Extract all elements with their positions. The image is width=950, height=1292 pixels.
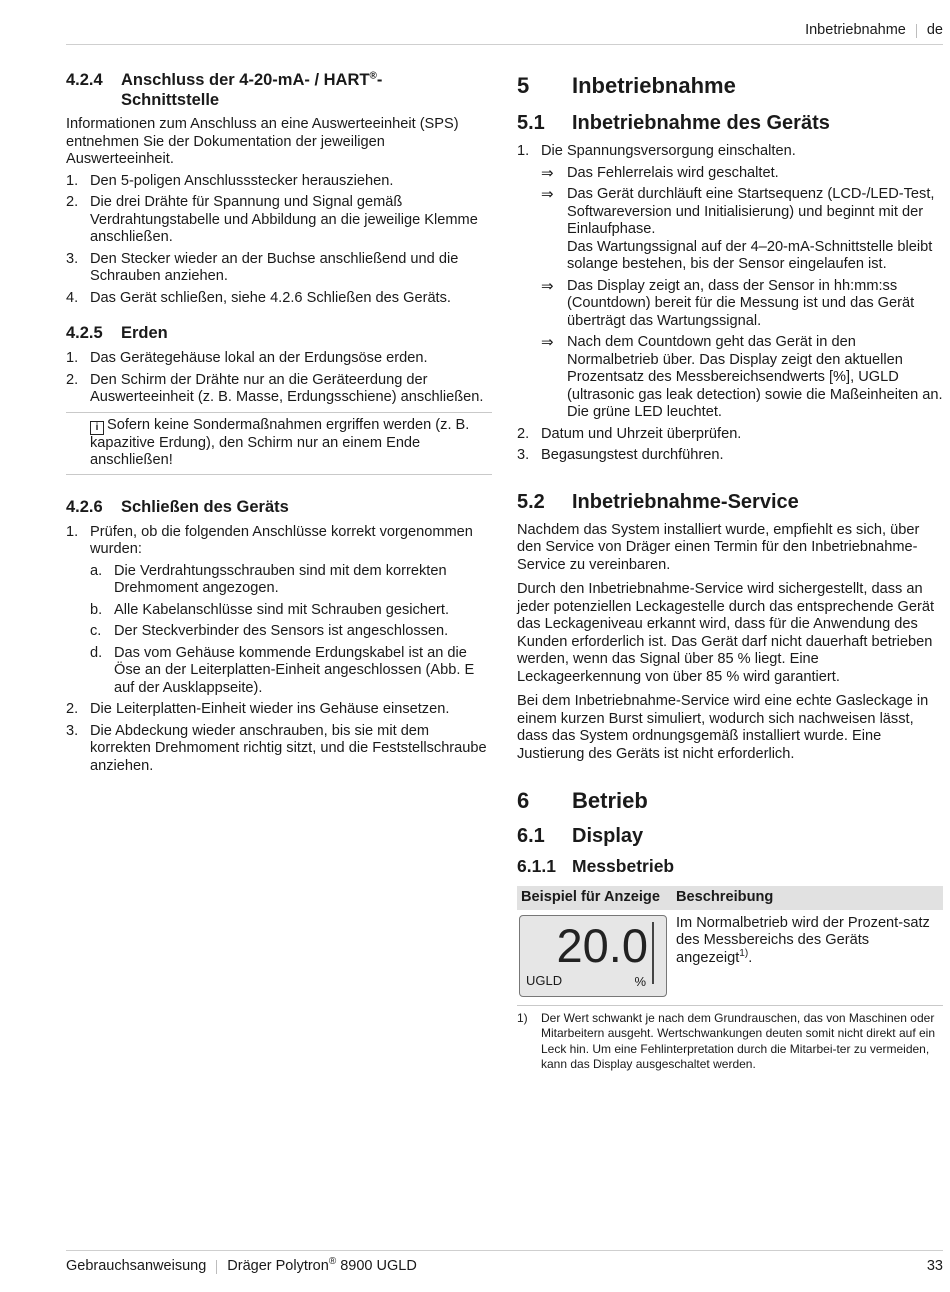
page-number: 33	[926, 1258, 943, 1274]
list-item	[517, 143, 943, 161]
heading-5	[517, 72, 943, 100]
footnote-number: 1)	[517, 1010, 528, 1025]
lcd-display	[519, 915, 667, 997]
heading-text: Erden	[121, 324, 168, 342]
sub-list-letter: c.	[90, 623, 102, 639]
footer-product	[227, 1258, 417, 1276]
registered-mark: ®	[328, 1256, 337, 1268]
heading-text	[121, 70, 382, 110]
result-text: Nach dem Countdown geht das Gerät in den Normalbetrieb über. Das Display zeigt den aktuellen Prozentsatz des Messbereichsendwerts [%], UGLD (ultrasonic gas leak detection) sowie die Maßeinheiten an. Die grüne LED leuchtet.	[567, 334, 943, 420]
heading-number: 4.2.6	[66, 497, 103, 516]
list-number: 2.	[517, 425, 530, 442]
list-number: 3.	[517, 447, 530, 463]
heading-number: 6.1	[517, 825, 545, 847]
list-item	[66, 701, 492, 719]
list-number: 1.	[66, 172, 79, 189]
heading-number: 5.2	[517, 490, 545, 513]
table-row	[517, 910, 943, 1003]
registered-mark: ®	[369, 70, 377, 82]
description-end: .	[748, 949, 753, 966]
result-arrow-icon: ⇒	[541, 164, 554, 182]
footer-doc: Gebrauchsanweisung	[66, 1258, 207, 1274]
table-header-row	[517, 886, 943, 910]
note-text: Sofern keine Sondermaßnahmen ergriffen werden (z. B. kapazitive Erdung), den Schirm nur an einem Ende anschließen!	[90, 416, 470, 468]
lcd-percent: %	[634, 974, 646, 989]
list-text: Die drei Drähte für Spannung und Signal gemäß Verdrahtungstabelle und Abbildung an die jeweilige Klemme anschließen.	[90, 194, 478, 245]
left-column	[66, 70, 492, 775]
list-item	[66, 723, 492, 776]
list-number: 3.	[66, 722, 79, 739]
list-number: 2.	[66, 701, 79, 717]
result-text: Das Fehlerrelais wird geschaltet.	[567, 164, 779, 181]
heading-5-2	[517, 489, 943, 515]
page-footer	[66, 1258, 943, 1276]
table-header: Beispiel für Anzeige	[517, 886, 672, 910]
list-text: Das Gerät schließen, siehe 4.2.6 Schließen des Geräts.	[90, 289, 451, 306]
sub-list-text: Alle Kabelanschlüsse sind mit Schrauben gesichert.	[114, 601, 450, 618]
result-item	[541, 165, 943, 183]
list-text: Den Stecker wieder an der Buchse anschließend und die Schrauben anziehen.	[90, 250, 459, 284]
heading-text: Inbetriebnahme	[572, 73, 736, 98]
list-number: 1.	[517, 143, 530, 159]
header-lang: de	[926, 22, 943, 38]
list-item	[66, 524, 492, 559]
heading-text: Schließen des Geräts	[121, 497, 289, 516]
heading-number: 4.2.4	[66, 71, 103, 89]
footer-product-model: 8900 UGLD	[336, 1258, 417, 1274]
list-text: Den Schirm der Drähte nur an die Geräteerdung der Auswerteeinheit (z. B. Masse, Erdungsschiene) anschließen.	[90, 371, 484, 405]
list-text: Die Leiterplatten-Einheit wieder ins Gehäuse einsetzen.	[90, 701, 450, 717]
info-note	[66, 412, 492, 475]
table-header: Beschreibung	[672, 886, 943, 910]
list-number: 4.	[66, 289, 79, 306]
list-number: 1.	[66, 350, 79, 366]
list-number: 2.	[66, 194, 79, 210]
footnote	[517, 1011, 943, 1073]
header-rule	[66, 44, 943, 45]
heading-number: 6.1.1	[517, 856, 556, 876]
result-text: Das Display zeigt an, dass der Sensor in hh:mm:ss (Countdown) bereit für die Messung ist und das Gerät überträgt das Wartungssignal.	[567, 277, 915, 329]
table-cell	[517, 910, 672, 1003]
paragraph: Nachdem das System installiert wurde, empfiehlt es sich, über den Service von Dräger einen Termin für den Inbetriebnahme-Service zu vereinbaren.	[517, 521, 920, 573]
heading-6-1-1	[517, 855, 943, 877]
heading-text: Display	[572, 825, 644, 847]
result-arrow-icon: ⇒	[541, 186, 554, 203]
sub-list-letter: a.	[90, 562, 103, 579]
paragraph: Bei dem Inbetriebnahme-Service wird eine echte Gasleckage in einem kurzen Burst simuliert, wodurch sich nachweisen lässt, dass das System ordnungsgemäß installiert wurde. Eine Justierung des Geräts ist nicht erforderlich.	[517, 693, 929, 762]
result-item	[541, 334, 943, 422]
list-item	[66, 290, 492, 308]
sub-list-item	[90, 602, 492, 620]
list-item	[517, 426, 943, 444]
heading-5-1	[517, 110, 943, 136]
heading-text: Inbetriebnahme-Service	[572, 490, 799, 513]
heading-4-2-6	[66, 497, 492, 517]
heading-6-1	[517, 823, 943, 849]
result-text-main: Das Gerät durchläuft eine Startsequenz (LCD-/LED-Test, Softwareversion und Initialisierung) und beginnt mit der Einlaufphase.	[567, 186, 935, 237]
list-item	[66, 194, 492, 247]
list-item	[66, 251, 492, 286]
result-item	[541, 186, 943, 274]
list-text: Die Spannungsversorgung einschalten.	[541, 143, 796, 159]
list-item	[66, 372, 492, 407]
heading-number: 5	[517, 73, 530, 98]
steps-4-2-4	[66, 173, 492, 308]
lcd-value: 20.0	[556, 918, 648, 972]
result-text-extra: Das Wartungssignal auf der 4–20-mA-Schnittstelle bleibt solange bestehen, bis der Sensor eingelaufen ist.	[567, 238, 933, 272]
list-item	[517, 447, 943, 465]
result-text	[567, 186, 943, 274]
heading-text: Messbetrieb	[572, 856, 675, 876]
header-section: Inbetriebnahme	[805, 22, 906, 38]
right-column	[517, 70, 943, 1073]
heading-text: Inbetriebnahme des Geräts	[572, 112, 830, 134]
heading-4-2-5	[66, 323, 492, 343]
info-icon: i	[90, 421, 104, 435]
list-number: 1.	[66, 523, 79, 540]
footnote-ref: 1)	[739, 947, 749, 959]
sub-list-item	[90, 563, 492, 598]
lcd-bar	[652, 922, 654, 984]
footer-divider	[216, 1260, 217, 1274]
steps-5-1	[517, 143, 943, 465]
steps-4-2-5	[66, 350, 492, 407]
result-arrow-icon: ⇒	[541, 277, 554, 295]
sub-list-text: Die Verdrahtungsschrauben sind mit dem korrekten Drehmoment angezogen.	[114, 562, 447, 596]
lcd-unit: UGLD	[526, 973, 563, 988]
heading-text: Betrieb	[572, 788, 648, 813]
table-cell	[672, 910, 943, 1003]
heading-6	[517, 787, 943, 815]
sub-list-letter: d.	[90, 644, 103, 661]
display-table	[517, 886, 943, 1003]
result-arrow-icon: ⇒	[541, 334, 554, 351]
list-number: 2.	[66, 371, 79, 388]
heading-number: 4.2.5	[66, 324, 103, 342]
list-item	[66, 350, 492, 368]
heading-number: 5.1	[517, 112, 545, 134]
footer-product-name: Dräger Polytron	[227, 1258, 329, 1274]
heading-title-line2: Schnittstelle	[121, 91, 220, 109]
list-text: Prüfen, ob die folgenden Anschlüsse korrekt vorgenommen wurden:	[90, 523, 473, 557]
description-text: Im Normalbetrieb wird der Prozent-satz des Messbereichs des Geräts angezeigt	[676, 914, 930, 966]
heading-title-part: Anschluss der 4-20-mA- / HART	[121, 71, 370, 89]
heading-4-2-4	[66, 70, 492, 110]
heading-number: 6	[517, 788, 530, 813]
list-text: Das Gerätegehäuse lokal an der Erdungsöse erden.	[90, 350, 428, 366]
footer-rule	[66, 1250, 943, 1251]
sub-list-letter: b.	[90, 601, 103, 618]
page-header	[805, 22, 943, 40]
intro-paragraph: Informationen zum Anschluss an eine Auswerteeinheit (SPS) entnehmen Sie der Dokumentation der jeweiligen Auswerteeinheit.	[66, 116, 459, 167]
sub-list-item	[90, 645, 492, 698]
list-text: Begasungstest durchführen.	[541, 447, 724, 463]
sub-list-item	[90, 623, 492, 641]
footnote-text: Der Wert schwankt je nach dem Grundrauschen, das von Maschinen oder Mitarbeitern ausgeht. Wertschwankungen deuten somit nicht direkt auf ein Leck hin. Um eine Fehlinterpretation durch die Mitarbei-ter zu vermeiden, kann das Display ausgeschaltet werden.	[541, 1010, 935, 1071]
steps-4-2-6	[66, 524, 492, 776]
footnote-area	[517, 1005, 943, 1073]
result-item	[541, 278, 943, 331]
list-text: Den 5-poligen Anschlussstecker herausziehen.	[90, 172, 394, 189]
header-divider	[916, 24, 917, 38]
heading-title-hyphen: -	[376, 71, 383, 89]
list-text: Datum und Uhrzeit überprüfen.	[541, 425, 742, 442]
sub-list-text: Das vom Gehäuse kommende Erdungskabel ist an die Öse an der Leiterplatten-Einheit angeschlossen (Abb. E auf der Ausklappseite).	[114, 644, 475, 696]
list-text: Die Abdeckung wieder anschrauben, bis sie mit dem korrekten Drehmoment richtig sitzt, und die Feststellschraube anziehen.	[90, 722, 487, 774]
paragraph: Durch den Inbetriebnahme-Service wird sichergestellt, dass an jeder potenziellen Leckagestelle durch das entsprechende Gerät das Leckageniveau erkannt wird, dass für die Anwendung des Kunden erforderlich ist. Das Gerät darf nicht dauerhaft betrieben werden, wenn das Signal über 85 % liegt. Eine Leckageerkennung von über 85 % wird garantiert.	[517, 581, 935, 685]
list-number: 3.	[66, 250, 79, 267]
sub-list-text: Der Steckverbinder des Sensors ist angeschlossen.	[114, 623, 449, 639]
list-item	[66, 173, 492, 191]
